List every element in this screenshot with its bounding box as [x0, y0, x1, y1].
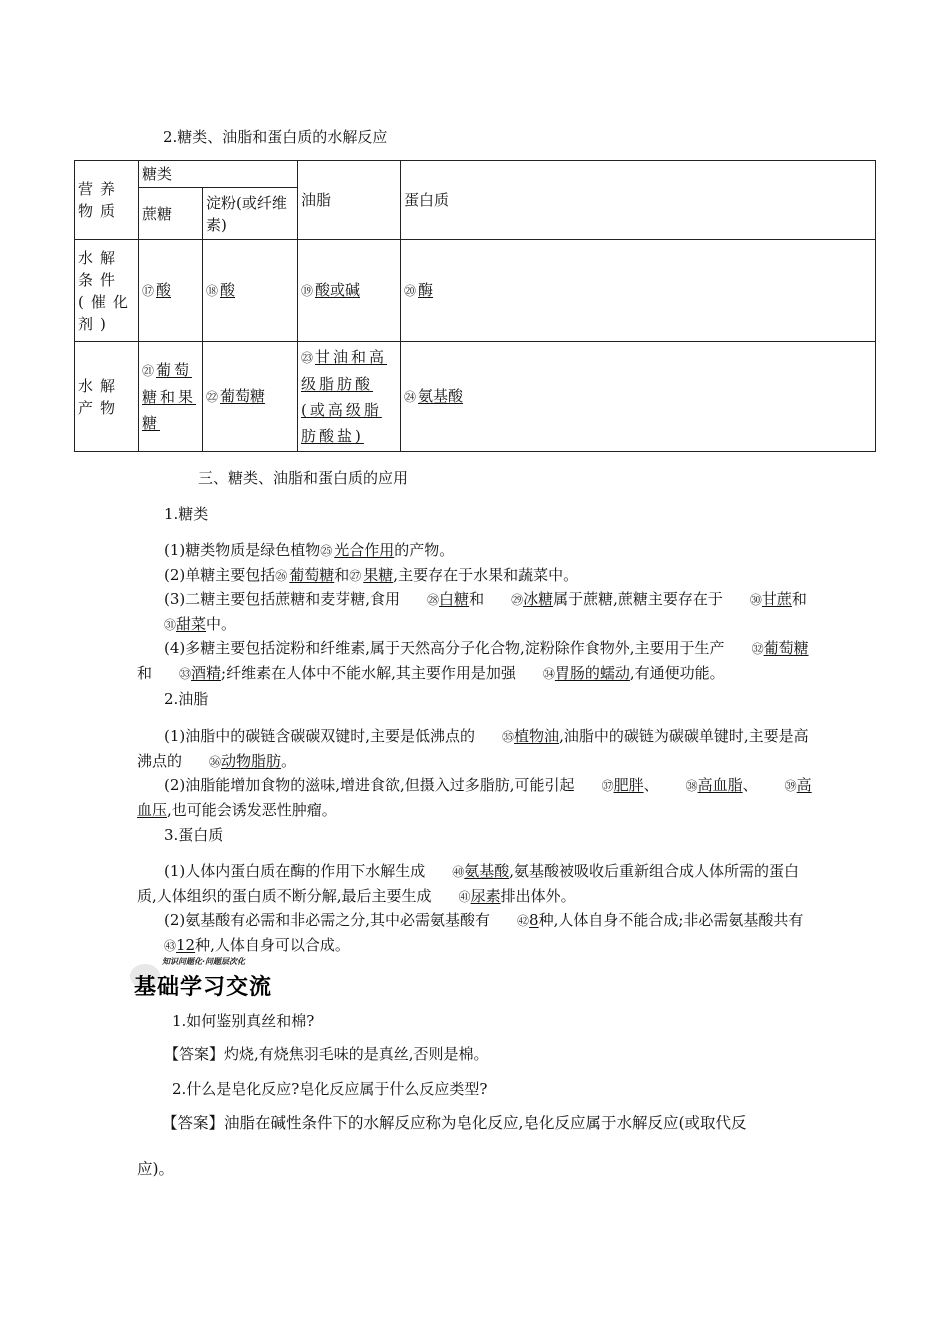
cell-condition-starch: ⑱ 酸: [203, 240, 298, 342]
banner-subtitle: 知识问题化·问题层次化: [162, 957, 246, 966]
subsection-title-protein: 3.蛋白质: [164, 826, 224, 844]
section-title-hydrolysis: 2.糖类、油脂和蛋白质的水解反应: [163, 128, 388, 146]
header-sugar: 糖类: [139, 161, 298, 188]
subsection-title-sugar: 1.糖类: [164, 505, 209, 523]
cell-product-sucrose: ㉑ 葡萄糖和果糖: [139, 342, 203, 452]
section-title-applications: 三、糖类、油脂和蛋白质的应用: [198, 469, 409, 487]
cell-condition-protein: ⑳ 酶: [401, 240, 876, 342]
paragraph-sugar-4: (4)多糖主要包括淀粉和纤维素,属于天然高分子化合物,淀粉除作食物外,主要用于生产 ㉜葡萄糖和 ㉝酒精;纤维素在人体中不能水解,其主要作用是加强 ㉞胃肠的蠕动,有通便功能。: [137, 639, 809, 682]
table-row-product: [75, 342, 876, 452]
header-starch: 淀粉(或纤维素): [203, 188, 298, 240]
question-1: 1.如何鉴别真丝和棉?: [172, 1012, 315, 1030]
row-label-product: 水解产物: [75, 342, 139, 452]
table-row-condition: [75, 240, 876, 342]
paragraph-protein-1: (1)人体内蛋白质在酶的作用下水解生成 ㊵氨基酸,氨基酸被吸收后重新组合成人体所需的蛋白质,人体组织的蛋白质不断分解,最后主要生成 ㊶尿素排出体外。: [137, 862, 800, 905]
cell-condition-fat: ⑲ 酸或碱: [298, 240, 401, 342]
cell-condition-sucrose: ⑰ 酸: [139, 240, 203, 342]
header-protein: 蛋白质: [401, 161, 876, 240]
banner-title: 基础学习交流: [134, 975, 273, 1000]
answer-2: 【答案】油脂在碱性条件下的水解反应称为皂化反应,皂化反应属于水解反应(或取代反 应)。: [137, 1114, 747, 1178]
question-2: 2.什么是皂化反应?皂化反应属于什么反应类型?: [172, 1080, 488, 1098]
subsection-title-fat: 2.油脂: [164, 690, 209, 708]
paragraph-fat-1: (1)油脂中的碳链含碳碳双键时,主要是低沸点的 ㉟植物油,油脂中的碳链为碳碳单键时,主要是高沸点的 ㊱动物脂肪。: [137, 727, 809, 770]
header-sucrose: 蔗糖: [139, 188, 203, 240]
section-banner: [134, 956, 334, 1000]
answer-1: 【答案】灼烧,有烧焦羽毛味的是真丝,否则是棉。: [164, 1045, 489, 1063]
paragraph-sugar-2: (2)单糖主要包括㉖ 葡萄糖和㉗ 果糖,主要存在于水果和蔬菜中。: [164, 566, 579, 584]
header-nutrient: 营养物质: [75, 161, 139, 240]
paragraph-sugar-3: (3)二糖主要包括蔗糖和麦芽糖,食用 ㉘白糖和 ㉙冰糖属于蔗糖,蔗糖主要存在于 ㉚甘蔗和㉛甜菜中。: [164, 590, 807, 633]
cell-product-starch: ㉒ 葡萄糖: [203, 342, 298, 452]
cell-product-protein: ㉔ 氨基酸: [401, 342, 876, 452]
paragraph-sugar-1: (1)糖类物质是绿色植物㉕ 光合作用的产物。: [164, 541, 455, 559]
cell-product-fat: ㉓ 甘油和高级脂肪酸(或高级脂肪酸盐): [298, 342, 401, 452]
paragraph-protein-2: (2)氨基酸有必需和非必需之分,其中必需氨基酸有 ㊷8种,人体自身不能合成;非必需氨基酸共有㊸12种,人体自身可以合成。: [164, 911, 804, 954]
header-fat: 油脂: [298, 161, 401, 240]
paragraph-fat-2: (2)油脂能增加食物的滋味,增进食欲,但摄入过多脂肪,可能引起 ㊲肥胖、 ㊳高血脂、 ㊴高血压,也可能会诱发恶性肿瘤。: [137, 776, 812, 819]
row-label-condition: 水解条件(催化剂): [75, 240, 139, 342]
hydrolysis-table: [74, 160, 876, 452]
